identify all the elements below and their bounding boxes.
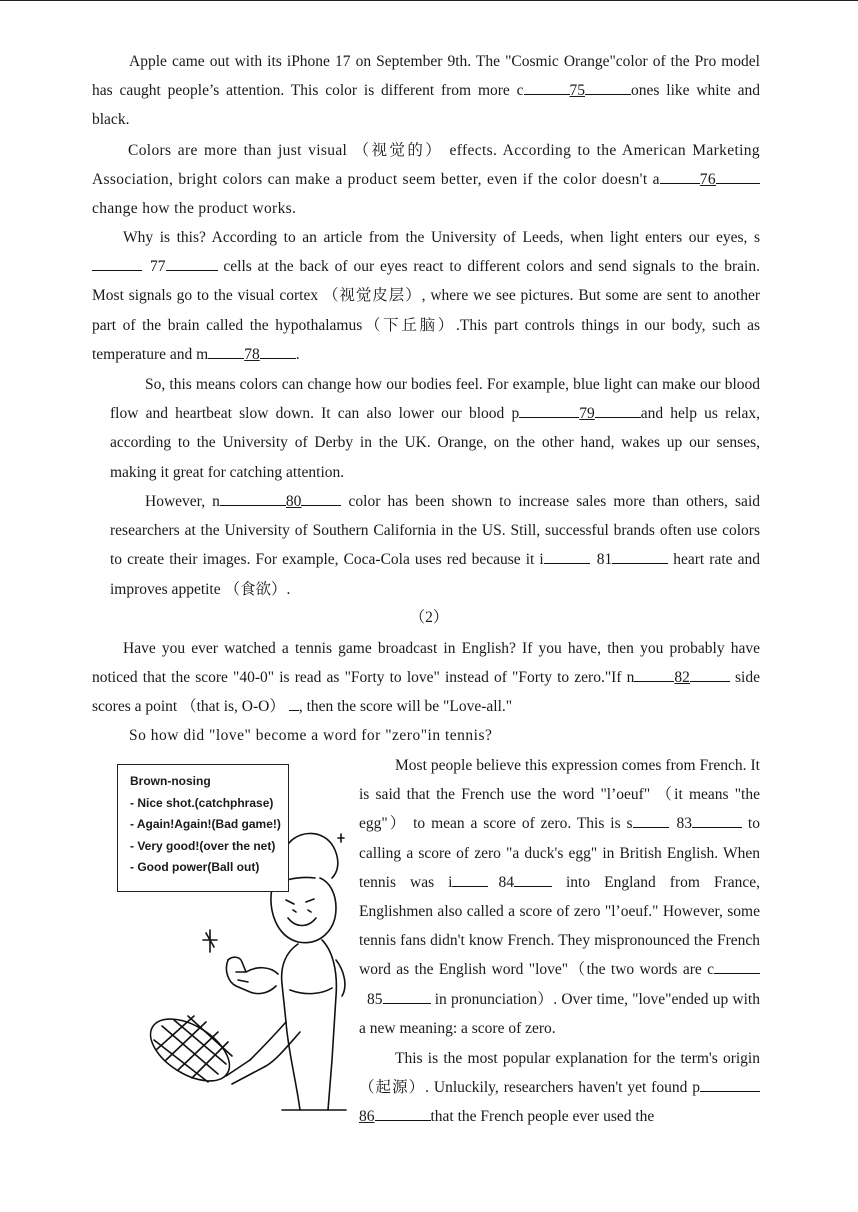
answer-blank[interactable] — [692, 810, 742, 828]
bubble-line: - Good power(Ball out) — [130, 860, 260, 874]
paragraph-why: Why is this? According to an article from the University of Leeds, when light enters our eyes, s77 cells at the back of our eyes react to different colors and send signals to the brain. Most signals go to the visual cortex （视觉皮层）, where we see pictures. But some are sent to another part of the brain called the hypothalamus（下丘脑）.This part controls things in our body, such as temperature and m 78 . — [92, 229, 760, 363]
speech-bubble — [117, 764, 289, 892]
bubble-title: Brown-nosing — [130, 774, 211, 788]
blank-number-86: 86 — [359, 1108, 375, 1126]
paragraph-question: So how did "love" become a word for "zero"in tennis? — [129, 727, 493, 744]
blank-number-85: 85 — [367, 990, 383, 1008]
paragraph-iphone: Apple came out with its iPhone 17 on September 9th. The "Cosmic Orange"color of the Pro model has caught people’s attention. This color is different from more c 75 ones like white and black. — [92, 53, 760, 129]
answer-blank[interactable] — [634, 664, 674, 682]
paragraph-colors-visual: Colors are more than just visual （视觉的） effects. According to the American Marketing Association, bright colors can make a product seem better, even if the color doesn't a 76 change how the product works. — [92, 142, 760, 218]
paragraph-french-origin: Most people believe this expression comes from French. It is said that the French use the word "l’oeuf" （it means "the egg"） to mean a score of zero. This is s 83 to calling a score of zero "a duck's egg" in British English. When tennis was i 84 into England from France, Englishmen also called a score of zero "l’oeuf." However, some tennis fans didn't know French. They mispronounced the French word as the English word "love"（the two words are c85 in pronunciation）. Over time, "love"ended up with a new meaning: a score of zero. — [359, 757, 760, 1037]
section-label: （2） — [409, 609, 449, 626]
answer-blank[interactable] — [660, 166, 700, 184]
answer-blank[interactable] — [519, 400, 579, 418]
blank-number-80: 80 — [285, 493, 302, 510]
answer-blank[interactable] — [585, 77, 631, 95]
blank-number-78: 78 — [244, 345, 260, 363]
paragraph-tennis-score: Have you ever watched a tennis game broadcast in English? If you have, then you probably have noticed that the score "40-0" is read as "Forty to love" instead of "Forty to zero."If n 82 side scores a point （that is, O-O） , then the score will be "Love-all." — [92, 640, 760, 716]
answer-blank[interactable] — [633, 810, 669, 828]
answer-blank[interactable] — [716, 166, 760, 184]
answer-blank[interactable] — [524, 77, 570, 95]
blank-number-84: 84 — [498, 873, 514, 891]
answer-blank[interactable] — [301, 488, 341, 506]
paragraph-blue-light: So, this means colors can change how our bodies feel. For example, blue light can make our blood flow and heartbeat slow down. It can also lower our blood p 79 and help us relax, according to the University of Derby in the UK. Orange, on the other hand, wakes up our senses, making it great for catching attention. — [110, 376, 761, 481]
blank-number-83: 83 — [676, 815, 693, 833]
answer-blank[interactable] — [595, 400, 641, 418]
bubble-line: - Again!Again!(Bad game!) — [130, 817, 281, 831]
answer-blank[interactable] — [92, 253, 142, 271]
blank-number-75: 75 — [569, 82, 586, 100]
answer-blank[interactable] — [544, 546, 590, 564]
answer-blank[interactable] — [514, 869, 552, 887]
answer-blank[interactable] — [714, 956, 760, 974]
answer-blank[interactable] — [690, 664, 730, 682]
answer-blank[interactable] — [375, 1103, 431, 1121]
blank-number-82: 82 — [674, 669, 690, 687]
blank-number-81: 81 — [596, 551, 613, 569]
paragraph-sales: However, n 80 color has been shown to increase sales more than others, said researchers at the University of Southern California in the US. Still, successful brands often use colors to create their images. For example, Coca-Cola uses red because it i 81 heart rate and improves appetite （食欲）. — [110, 487, 760, 604]
answer-blank[interactable] — [220, 488, 286, 506]
answer-blank[interactable] — [260, 341, 296, 359]
answer-blank[interactable] — [166, 253, 218, 271]
answer-blank[interactable] — [452, 869, 488, 887]
bubble-line: - Nice shot.(catchphrase) — [130, 795, 274, 810]
blank-number-79: 79 — [579, 405, 595, 423]
bubble-line: - Very good!(over the net) — [130, 838, 276, 853]
blank-number-76: 76 — [699, 171, 716, 189]
answer-blank[interactable] — [289, 693, 299, 711]
answer-blank[interactable] — [208, 341, 244, 359]
answer-blank[interactable] — [612, 546, 668, 564]
answer-blank[interactable] — [383, 986, 431, 1004]
blank-number-77: 77 — [150, 258, 166, 276]
page-top-border — [0, 0, 858, 1]
paragraph-explanation: This is the most popular explanation for the term's origin（起源）. Unluckily, researchers haven't yet found p86 that the French people ever used the — [359, 1050, 760, 1126]
answer-blank[interactable] — [700, 1074, 760, 1092]
